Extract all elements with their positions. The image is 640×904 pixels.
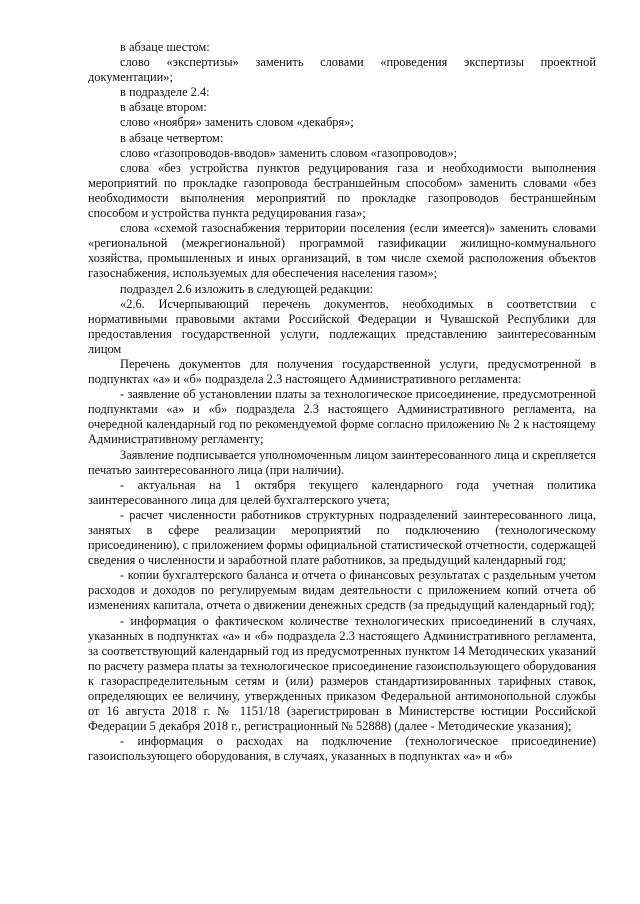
paragraph: слово «экспертизы» заменить словами «проведения экспертизы проектной документации»;: [88, 55, 596, 85]
paragraph: Заявление подписывается уполномоченным лицом заинтересованного лица и скрепляется печатью заинтересованного лица (при наличии).: [88, 447, 596, 477]
paragraph: «2.6. Исчерпывающий перечень документов, необходимых в соответствии с нормативными правовыми актами Российской Федерации и Чувашской Республики для предоставления государственной услуги, подлежащих представлению заинтересованным лицом: [88, 296, 596, 356]
document-page: [88, 40, 596, 765]
paragraph: в подразделе 2.4:: [120, 85, 210, 100]
paragraph: - заявление об установлении платы за технологическое присоединение, предусмотренной подпунктами «а» и «б» подраздела 2.3 настоящего Административного регламента, на очередной календарный год по рекомендуемой форме согласно приложению № 2 к настоящему Административному регламенту;: [88, 387, 596, 447]
paragraph: подраздел 2.6 изложить в следующей редакции:: [120, 281, 373, 296]
paragraph: в абзаце шестом:: [120, 40, 210, 54]
paragraph: - информация о фактическом количестве технологических присоединений в случаях, указанных в подпунктах «а» и «б» подраздела 2.3 настоящего Административного регламента, за соответствующий календарный год из предусмотренных пунктом 14 Методических указаний по расчету размера платы за технологическое присоединение газоиспользующего оборудования к газораспределительным сетям и (или) размеров стандартизированных тарифных ставок, определяющих ее величину, утвержденных приказом Федеральной антимонопольной службы от 16 августа 2018 г. № 1151/18 (зарегистрирован в Министерстве юстиции Российской Федерации 5 декабря 2018 г., регистрационный № 52888) (далее - Методические указания);: [88, 613, 596, 734]
paragraph: - расчет численности работников структурных подразделений заинтересованного лица, занятых в сфере реализации мероприятий по подключению (технологическому присоединению), с приложением формы официальной статистической отчетности, содержащей сведения о численности и заработной плате работников, за предыдущий календарный год;: [88, 507, 596, 568]
paragraph: слово «газопроводов-вводов» заменить словом «газопроводов»;: [120, 145, 458, 160]
paragraph: Перечень документов для получения государственной услуги, предусмотренной в подпунктах «а» и «б» подраздела 2.3 настоящего Административного регламента:: [88, 356, 596, 387]
paragraph: слова «без устройства пунктов редуцирования газа и необходимости выполнения мероприятий по прокладке газопровода бестраншейным способом» заменить словами «без необходимости выполнения мероприятий по прокладке газопроводов бестраншейным способом и устройства пункта редуцирования газа»;: [88, 160, 596, 221]
paragraph: - копии бухгалтерского баланса и отчета о финансовых результатах с раздельным учетом расходов и доходов по регулируемым видам деятельности с приложением копий отчета об изменениях капитала, отчета о движении денежных средств (за предыдущий календарный год);: [88, 568, 596, 613]
paragraph: - актуальная на 1 октября текущего календарного года учетная политика заинтересованного лица для целей бухгалтерского учета;: [88, 477, 596, 507]
paragraph: слово «ноября» заменить словом «декабря»;: [120, 115, 354, 130]
paragraph: слова «схемой газоснабжения территории поселения (если имеется)» заменить словами «региональной (межрегиональной) программой газификации жилищно-коммунального хозяйства, промышленных и иных организаций, в том числе схемой расположения объектов газоснабжения, используемых для обеспечения населения газом»;: [88, 221, 596, 281]
paragraph: в абзаце четвертом:: [120, 130, 224, 145]
paragraph: в абзаце втором:: [120, 100, 207, 115]
paragraph: - информация о расходах на подключение (технологическое присоединение) газоиспользующего оборудования, в случаях, указанных в подпунктах «а» и «б»: [88, 734, 596, 764]
